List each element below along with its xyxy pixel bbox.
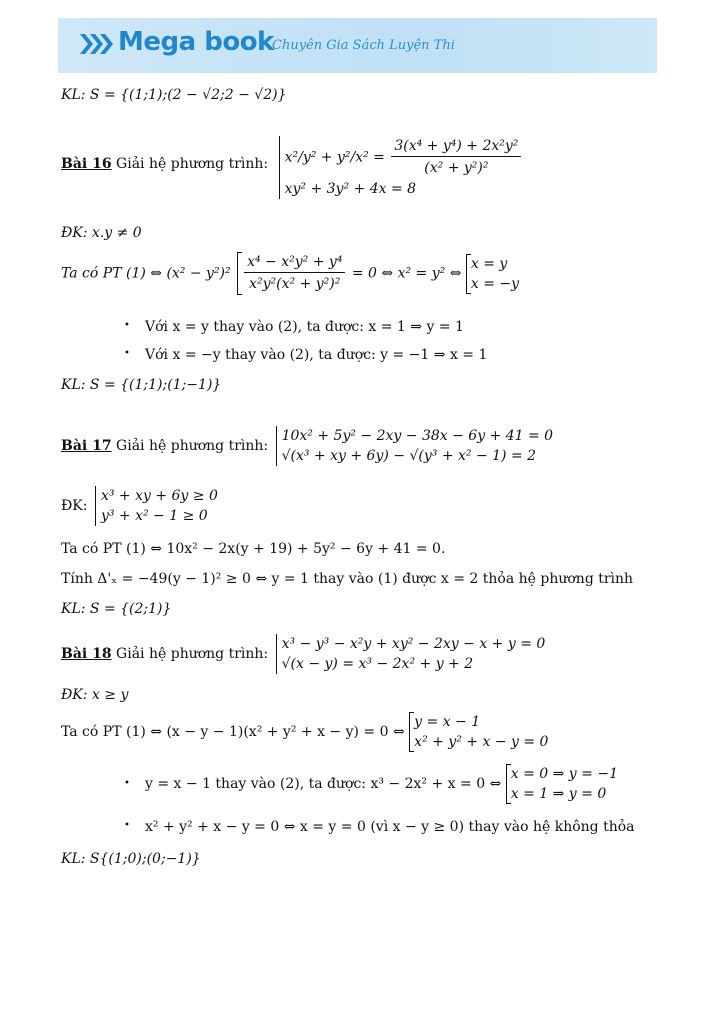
problem-16-label: Bài 16 [61, 155, 112, 172]
case-18-1 [145, 764, 618, 804]
p16-cases [466, 254, 519, 294]
p18-eq1: x³ − y³ − x²y + xy² − 2xy − x + y = 0 [281, 636, 546, 652]
conclusion-16: KL: S = {(1;1);(1;−1)} [61, 377, 222, 393]
derivation-18 [61, 712, 548, 752]
p18-case-1-result [506, 764, 618, 804]
p18-result-1: x = 0 ⇒ y = −1 [510, 766, 618, 782]
p16-derivation-numerator: x⁴ − x²y² + y⁴ [244, 252, 345, 273]
problem-17-system [276, 426, 554, 466]
bullet-icon: • [124, 820, 130, 831]
delta-17: Tính Δ'ₓ = −49(y − 1)² ≥ 0 ⇔ y = 1 thay vào (1) được x = 2 thỏa hệ phương trình [61, 571, 634, 587]
p17-eq1: 10x² + 5y² − 2xy − 38x − 6y + 41 = 0 [281, 428, 554, 444]
p16-case-2: x = −y [470, 275, 520, 292]
problem-18-label: Bài 18 [61, 646, 112, 662]
condition-18: ĐK: x ≥ y [61, 687, 129, 703]
derivation-17: Ta có PT (1) ⇔ 10x² − 2x(y + 19) + 5y² − 6y + 41 = 0. [61, 541, 446, 557]
condition-17-system [95, 486, 218, 526]
condition-16: ĐK: x.y ≠ 0 [61, 225, 142, 241]
p16-derivation-b: = 0 ⇔ x² = y² ⇔ [351, 265, 462, 282]
case-16-1: Với x = y thay vào (2), ta được: x = 1 ⇒ y = 1 [145, 319, 464, 335]
case-18-2: x² + y² + x − y = 0 ⇔ x = y = 0 (vì x − y ≥ 0) thay vào hệ không thỏa [145, 819, 635, 835]
p18-case-1-text: y = x − 1 thay vào (2), ta được: x³ − 2x² + x = 0 ⇔ [145, 776, 502, 792]
bullet-icon: • [124, 348, 130, 359]
p16-derivation-bracket [237, 252, 347, 295]
p16-derivation-denominator: x²y²(x² + y²)² [249, 276, 341, 292]
problem-18-text: Giải hệ phương trình: [116, 646, 269, 662]
p16-case-1: x = y [470, 255, 508, 272]
condition-17-label: ĐK: [61, 498, 88, 514]
problem-17-text: Giải hệ phương trình: [116, 438, 269, 454]
p16-eq2: xy² + 3y² + 4x = 8 [284, 181, 417, 197]
p16-derivation-a: Ta có PT (1) ⇔ (x² − y²)² [61, 265, 231, 282]
conclusion-17: KL: S = {(2;1)} [61, 601, 172, 617]
p18-cases [409, 712, 548, 752]
condition-17-2: y³ + x² − 1 ≥ 0 [100, 508, 208, 524]
bullet-icon: • [124, 320, 130, 331]
problem-16-text: Giải hệ phương trình: [116, 155, 269, 172]
conclusion-18: KL: S{(1;0);(0;−1)} [61, 851, 201, 867]
p18-result-2: x = 1 ⇒ y = 0 [510, 786, 607, 802]
p18-eq2: √(x − y) = x³ − 2x² + y + 2 [281, 656, 474, 672]
problem-16 [61, 136, 523, 199]
logo-text: Mega book [118, 27, 274, 57]
p16-eq1-left: x²/y² + y²/x² = [284, 149, 385, 166]
derivation-16 [61, 252, 519, 295]
logo-chevrons-icon [78, 31, 116, 57]
problem-17-label: Bài 17 [61, 438, 112, 454]
condition-17 [61, 486, 218, 526]
p16-eq1-fraction [391, 136, 521, 179]
problem-16-system [279, 136, 524, 199]
problem-17 [61, 426, 553, 466]
conclusion-15: KL: S = {(1;1);(2 − √2;2 − √2)} [61, 87, 287, 103]
p18-case-2: x² + y² + x − y = 0 [414, 734, 549, 750]
condition-17-1: x³ + xy + 6y ≥ 0 [100, 488, 218, 504]
case-16-2: Với x = −y thay vào (2), ta được: y = −1 ⇒ x = 1 [145, 347, 488, 363]
logo-tagline: Chuyên Gia Sách Luyện Thi [272, 38, 455, 53]
problem-18-system [276, 634, 546, 674]
header-banner [58, 18, 657, 73]
p16-eq1-numerator: 3(x⁴ + y⁴) + 2x²y² [391, 136, 521, 157]
problem-18 [61, 634, 545, 674]
p17-eq2: √(x³ + xy + 6y) − √(y³ + x² − 1) = 2 [281, 448, 537, 464]
p18-derivation-a: Ta có PT (1) ⇔ (x − y − 1)(x² + y² + x − y) = 0 ⇔ [61, 724, 405, 740]
p16-derivation-fraction [244, 252, 345, 295]
p18-case-1: y = x − 1 [414, 714, 481, 730]
p16-eq1-denominator: (x² + y²)² [424, 160, 489, 176]
bullet-icon: • [124, 778, 130, 789]
